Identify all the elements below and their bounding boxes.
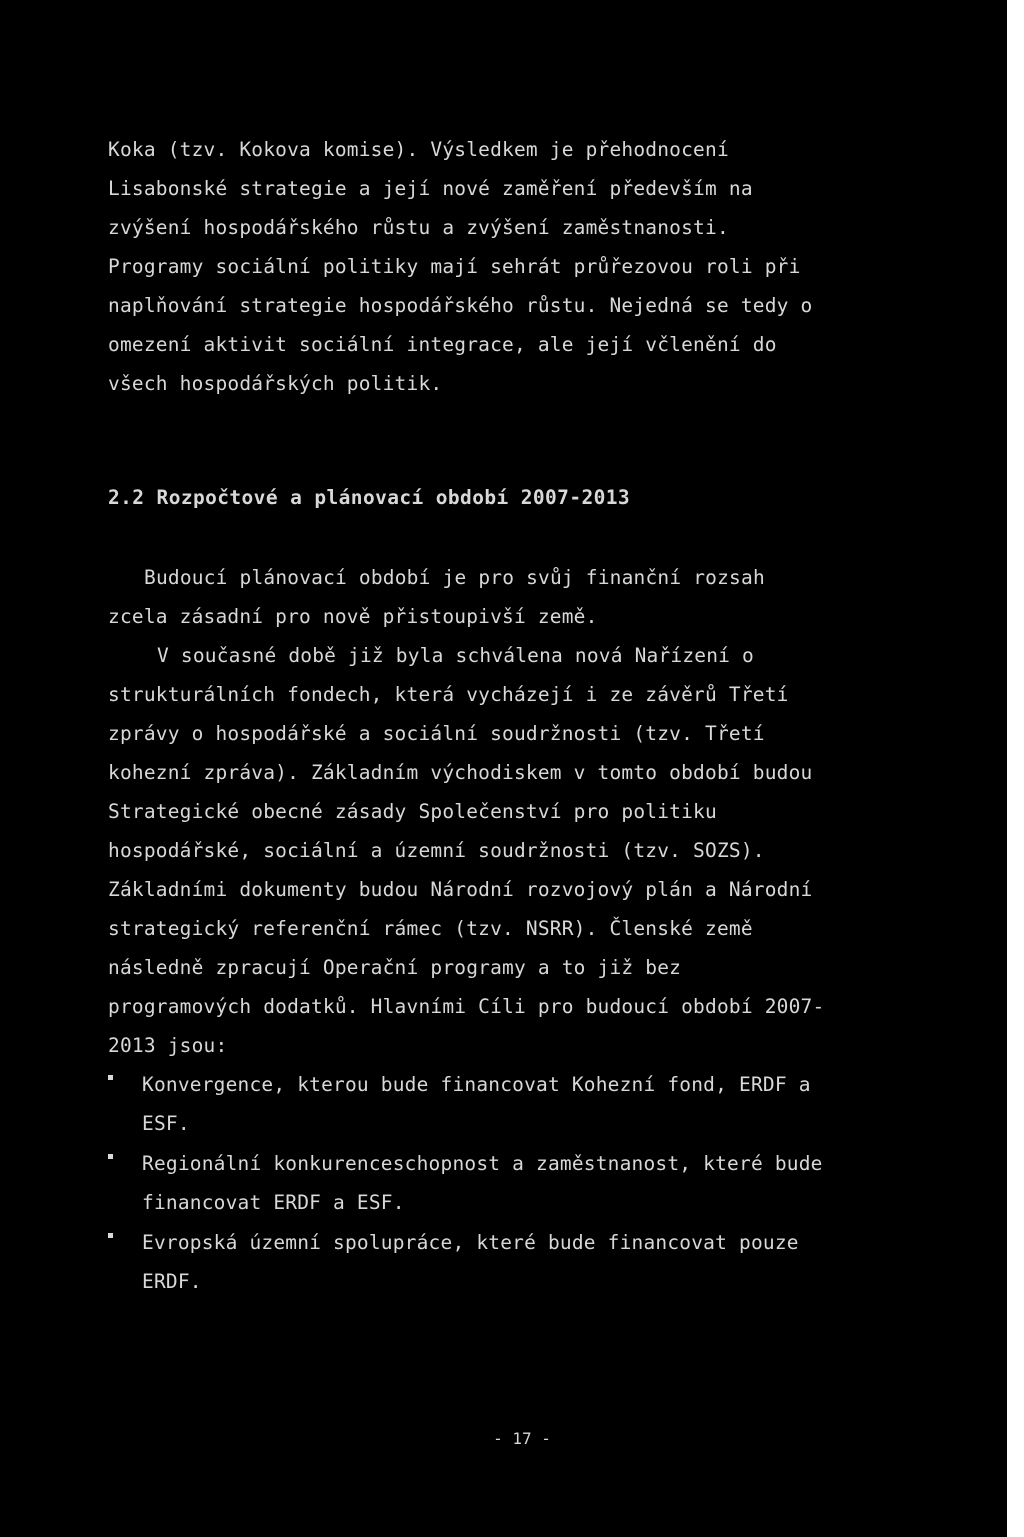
paragraph-line: Základními dokumenty budou Národní rozvojový plán a Národní <box>108 878 813 901</box>
page-number: - 17 - <box>493 1429 551 1448</box>
paragraph-line: hospodářské, sociální a územní soudržnosti (tzv. SOZS). <box>108 839 765 862</box>
paragraph-line: zprávy o hospodářské a sociální soudržnosti (tzv. Třetí <box>108 722 765 745</box>
paragraph-line: zcela zásadní pro nově přistoupivší země. <box>108 605 598 628</box>
paragraph-line: kohezní zpráva). Základním východiskem v tomto období budou <box>108 761 813 784</box>
scan-edge-strip <box>1007 0 1024 1537</box>
paragraph-line: V současné době již byla schválena nová Nařízení o <box>157 644 754 667</box>
paragraph-line: strukturálních fondech, která vycházejí i ze závěrů Třetí <box>108 683 789 706</box>
bullet-item-text: Konvergence, kterou bude financovat Kohezní fond, ERDF a <box>142 1073 811 1096</box>
paragraph-line: všech hospodářských politik. <box>108 372 443 395</box>
bullet-item-text: Evropská územní spolupráce, které bude financovat pouze <box>142 1231 799 1254</box>
paragraph-line: následně zpracují Operační programy a to již bez <box>108 956 682 979</box>
section-heading: 2.2 Rozpočtové a plánovací období 2007-2013 <box>108 486 631 509</box>
bullet-item-text: Regionální konkurenceschopnost a zaměstnanost, které bude <box>142 1152 823 1175</box>
bullet-square-icon <box>108 1075 113 1080</box>
paragraph-line: strategický referenční rámec (tzv. NSRR). Členské země <box>108 917 753 940</box>
bullet-square-icon <box>108 1233 113 1238</box>
paragraph-line: Programy sociální politiky mají sehrát průřezovou roli při <box>108 255 801 278</box>
paragraph-line: omezení aktivit sociální integrace, ale její včlenění do <box>108 333 777 356</box>
bullet-item-text: ERDF. <box>142 1270 202 1293</box>
paragraph-line: 2013 jsou: <box>108 1034 228 1057</box>
paragraph-line: naplňování strategie hospodářského růstu. Nejedná se tedy o <box>108 294 813 317</box>
paragraph-line: Strategické obecné zásady Společenství pro politiku <box>108 800 717 823</box>
paragraph-line: Lisabonské strategie a její nové zaměření především na <box>108 177 753 200</box>
bullet-item-text: financovat ERDF a ESF. <box>142 1191 405 1214</box>
bullet-item-text: ESF. <box>142 1112 190 1135</box>
bullet-square-icon <box>108 1154 113 1159</box>
paragraph-line: Koka (tzv. Kokova komise). Výsledkem je přehodnocení <box>108 138 729 161</box>
paragraph-line: programových dodatků. Hlavními Cíli pro budoucí období 2007- <box>108 995 825 1018</box>
paragraph-line: Budoucí plánovací období je pro svůj finanční rozsah <box>144 566 765 589</box>
paragraph-line: zvýšení hospodářského růstu a zvýšení zaměstnanosti. <box>108 216 729 239</box>
